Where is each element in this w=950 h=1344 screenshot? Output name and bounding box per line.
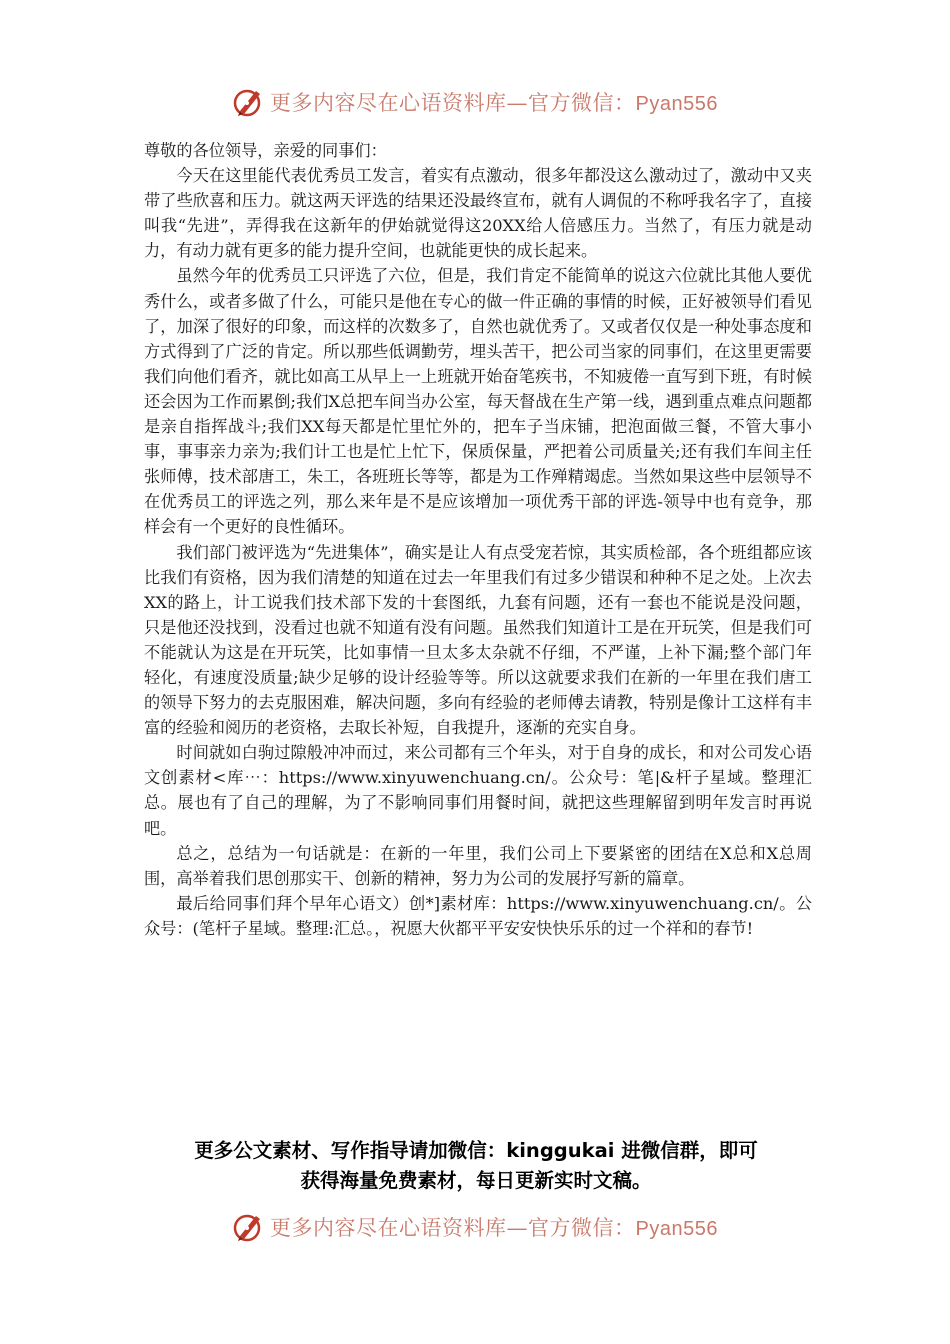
footer-banner [0,1207,950,1247]
promo-line-1: 更多公文素材、写作指导请加微信：kinggukai 进微信群，即可 [194,1139,758,1162]
salutation: 尊敬的各位领导，亲爱的同事们： [144,141,387,160]
paragraph-3: 我们部门被评选为“先进集体”，确实是让人有点受宠若惊，其实质检部，各个班组都应该比我们有资格，因为我们清楚的知道在过去一年里我们有过多少错误和种种不足之处。上次去XX的路上，计工说我们技术部下发的十套图纸，九套有问题，还有一套也不能说是没问题，只是他还没找到，没看过也就不知道有没有问题。虽然我们知道计工是在开玩笑，但是我们可不能就认为这是在开玩笑，比如事情一旦太多太杂就不仔细，不严谨，上补下漏;整个部门年轻化，有速度没质量;缺少足够的设计经验等等。所以这就要求我们在新的一年里在我们唐工的领导下努力的去克服困难，解决问题，多向有经验的老师傅去请教，特别是像计工这样有丰富的经验和阅历的老资格，去取长补短，自我提升，逐渐的充实自身。 [144,542,812,738]
header-banner-label: 更多内容尽在心语资料库—官方微信： [270,91,636,115]
header-wechat-id: Pyan556 [635,93,718,115]
paragraph-2: 虽然今年的优秀员工只评选了六位，但是，我们肯定不能简单的说这六位就比其他人要优秀什么，或者多做了什么，可能只是他在专心的做一件正确的事情的时候，正好被领导们看见了，加深了很好的印象，而这样的次数多了，自然也就优秀了。又或者仅仅是一种处事态度和方式得到了广泛的肯定。所以那些低调勤劳，埋头苦干，把公司当家的同事们，在这里更需要我们向他们看齐，就比如高工从早上一上班就开始奋笔疾书，不知疲倦一直写到下班，有时候还会因为工作而累倒;我们X总把车间当办公室，每天督战在生产第一线，遇到重点难点问题都是亲自指挥战斗;我们XX每天都是忙里忙外的，把车子当床铺，把泡面做三餐，不管大事小事，事事亲力亲为;我们计工也是忙上忙下，保质保量，严把着公司质量关;还有我们车间主任张师傅，技术部唐工，朱工，各班班长等等，都是为工作殚精竭虑。当然如果这些中层领导不在优秀员工的评选之列，那么来年是不是应该增加一项优秀干部的评选-领导中也有竞争，那样会有一个更好的良性循环。 [144,266,812,537]
pen-nib-logo-icon [232,1210,266,1244]
footer-banner-text [270,1212,718,1242]
header-banner [0,82,950,122]
paragraph-4: 时间就如白驹过隙般冲冲而过，来公司都有三个年头，对于自身的成长，和对公司发心语文创素材<库⋯：https://www.xinyuwenchuang.cn/。公众号：笔|&杆子星域。整理汇总。展也有了自己的理解，为了不影响同事们用餐时间，就把这些理解留到明年发言时再说吧。 [144,743,812,838]
header-banner-text [270,87,718,117]
paragraph-5: 总之，总结为一句话就是：在新的一年里，我们公司上下要紧密的团结在X总和X总周围，高举着我们思创那实干、创新的精神，努力为公司的发展抒写新的篇章。 [144,843,812,888]
pen-nib-logo-icon [232,85,266,119]
letter-body [144,138,812,941]
footer-wechat-id: Pyan556 [635,1218,718,1240]
paragraph-6: 最后给同事们拜个早年心语文）创*]素材库：https://www.xinyuwenchuang.cn/。公众号：(笔杆子星域。整理:汇总。，祝愿大伙都平平安安快快乐乐的过一个祥和的春节! [144,893,812,938]
promo-line-2: 获得海量免费素材，每日更新实时文稿。 [300,1169,652,1192]
footer-banner-label: 更多内容尽在心语资料库—官方微信： [270,1216,636,1240]
paragraph-1: 今天在这里能代表优秀员工发言，着实有点激动，很多年都没这么激动过了，激动中又夹带了些欣喜和压力。就这两天评选的结果还没最终宣布，就有人调侃的不称呼我名字了，直接叫我“先进”，弄得我在这新年的伊始就觉得这20XX给人倍感压力。当然了，有压力就是动力，有动力就有更多的能力提升空间，也就能更快的成长起来。 [144,166,812,261]
promo-notice [140,1136,812,1196]
